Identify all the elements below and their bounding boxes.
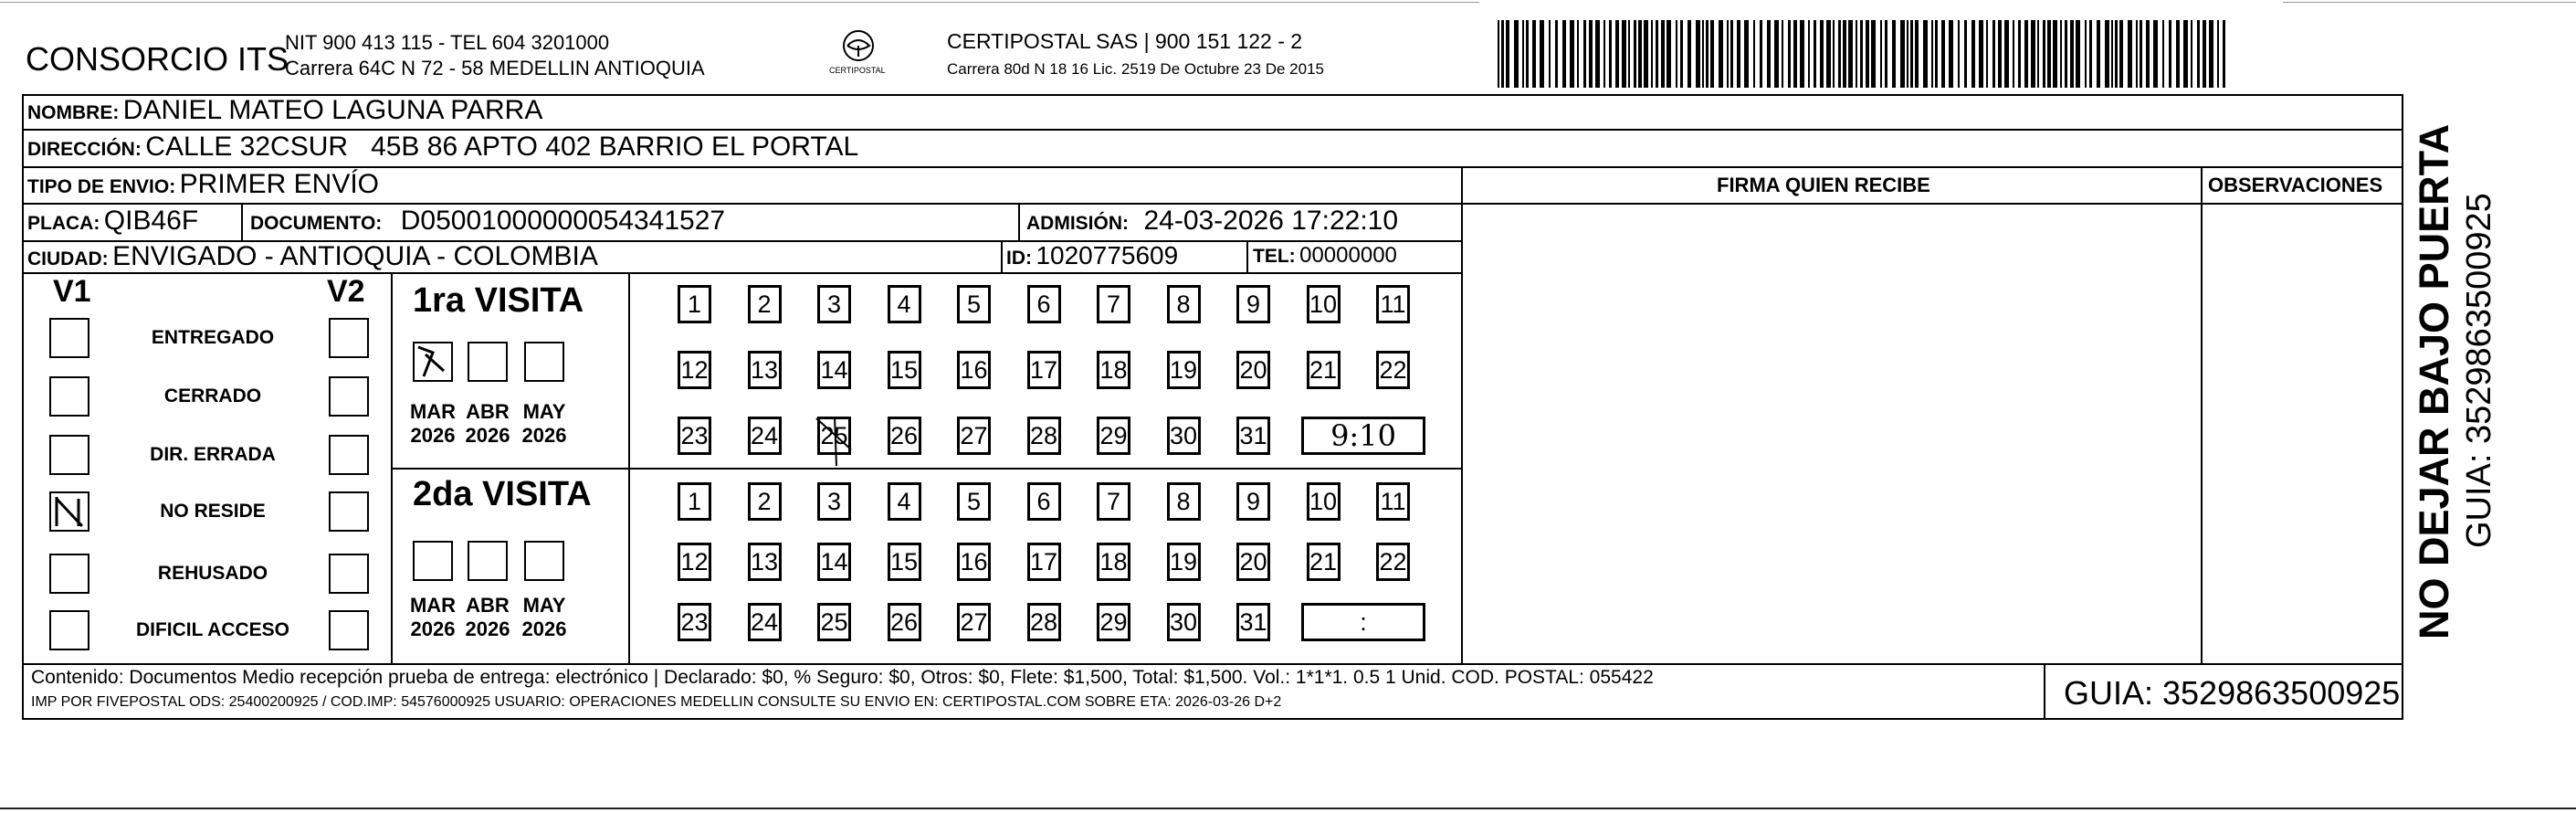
month-year: 2026: [465, 424, 510, 447]
carrier-line2: Carrera 80d N 18 16 Lic. 2519 De Octubre 23 De 2015: [947, 60, 1324, 78]
bottom-rule: [0, 808, 2576, 809]
admision-label: ADMISIÓN:: [1026, 213, 1129, 234]
v2-checkbox[interactable]: [329, 610, 369, 650]
day-box[interactable]: 15: [888, 543, 921, 581]
direccion-label: DIRECCIÓN:: [27, 139, 142, 160]
day-box[interactable]: 5: [957, 285, 991, 323]
day-box[interactable]: 11: [1376, 285, 1410, 323]
tipo-row: [27, 169, 379, 200]
month-checkbox[interactable]: [524, 541, 564, 581]
month-name: ABR: [466, 400, 510, 423]
documento-value: D05001000000054341527: [400, 206, 726, 236]
tel-row: [1253, 243, 1397, 269]
day-box[interactable]: 6: [1027, 285, 1061, 323]
v1-checkbox[interactable]: [49, 318, 89, 358]
month-year: 2026: [465, 618, 510, 640]
side-warning: NO DEJAR BAJO PUERTA: [2411, 123, 2457, 639]
footer-guia: GUIA: 3529863500925: [2064, 674, 2401, 712]
nombre-row: [27, 95, 542, 126]
tipo-value: PRIMER ENVÍO: [179, 169, 380, 199]
day-box[interactable]: 8: [1167, 482, 1201, 521]
admision-row: [1026, 206, 1398, 237]
status-label: DIR. ERRADA: [150, 444, 276, 465]
day-box[interactable]: 28: [1027, 603, 1061, 641]
carrier-line1: CERTIPOSTAL SAS | 900 151 122 - 2: [947, 29, 1303, 53]
sep-id: [1001, 240, 1003, 272]
v2-checkbox[interactable]: [329, 318, 369, 358]
month-year: 2026: [521, 618, 567, 640]
v1-checkbox[interactable]: [49, 376, 89, 417]
logo-text: CERTIPOSTAL: [829, 66, 886, 75]
company-line2: Carrera 64C N 72 - 58 MEDELLIN ANTIOQUIA: [285, 57, 705, 79]
v2-checkbox[interactable]: [329, 554, 369, 594]
row-line-footer: [22, 663, 2403, 665]
v2-checkbox[interactable]: [329, 491, 369, 532]
month-name: MAR: [409, 400, 457, 423]
day-box[interactable]: 23: [678, 417, 711, 455]
month-name: MAR: [409, 594, 457, 617]
day-box[interactable]: 25: [817, 417, 851, 455]
id-value: 1020775609: [1036, 241, 1179, 269]
month-year: 2026: [410, 424, 456, 447]
placa-value: QIB46F: [103, 206, 199, 236]
firma-label: FIRMA QUIEN RECIBE: [1717, 174, 1930, 196]
documento-row: [250, 206, 725, 237]
sep-footer-guia: [2044, 663, 2045, 720]
day-box[interactable]: 24: [748, 603, 782, 641]
v1-checkbox[interactable]: [49, 554, 89, 594]
row-line-3: [22, 203, 2403, 205]
sep-placa: [241, 203, 243, 240]
day-box[interactable]: 1: [678, 285, 711, 323]
day-box[interactable]: 29: [1097, 603, 1130, 641]
day-box[interactable]: 18: [1097, 351, 1130, 389]
direccion-value: CALLE 32CSUR 45B 86 APTO 402 BARRIO EL PORTAL: [145, 132, 859, 162]
day-box[interactable]: 9: [1236, 285, 1270, 323]
side-guia: GUIA: 3529863500925: [2460, 193, 2498, 548]
day-box[interactable]: 31: [1236, 603, 1270, 641]
second-visit-title: 2da VISITA: [413, 475, 592, 513]
day-box[interactable]: 14: [817, 351, 851, 389]
tel-label: TEL:: [1253, 246, 1296, 267]
nombre-value: DANIEL MATEO LAGUNA PARRA: [122, 95, 543, 125]
day-box[interactable]: 3: [817, 285, 851, 323]
day-box[interactable]: 9: [1236, 482, 1270, 521]
day-box[interactable]: 25: [817, 603, 851, 641]
company-line1: NIT 900 413 115 - TEL 604 3201000: [285, 31, 610, 54]
tel-value: 00000000: [1299, 243, 1397, 268]
day-box[interactable]: 1: [678, 482, 711, 521]
sep-tel: [1246, 240, 1248, 272]
visit-divider: [391, 468, 1461, 470]
placa-row: [27, 206, 198, 237]
ciudad-row: [27, 241, 598, 272]
v1-checkbox[interactable]: [49, 610, 89, 650]
status-label: NO RESIDE: [160, 501, 266, 522]
day-box[interactable]: 10: [1307, 482, 1341, 521]
month-year: 2026: [521, 424, 567, 447]
footer-line2: IMP POR FIVEPOSTAL ODS: 25400200925 / COD.IMP: 54576000925 USUARIO: OPERACIONES MEDELLIN CONSULTE SU ENVIO EN: CERTIPOSTAL.COM SOBRE ETA: 2026-03-26 D+2: [31, 694, 1282, 710]
day-box[interactable]: 11: [1376, 482, 1410, 521]
month-name: MAY: [522, 400, 566, 423]
day-box[interactable]: 21: [1307, 543, 1341, 581]
day-25-strike: [815, 413, 855, 468]
nombre-label: NOMBRE:: [27, 102, 120, 123]
day-box[interactable]: 17: [1027, 351, 1061, 389]
day-box[interactable]: 10: [1307, 285, 1341, 323]
day-box[interactable]: 13: [748, 351, 782, 389]
status-label: ENTREGADO: [151, 327, 275, 348]
day-box[interactable]: 4: [888, 285, 921, 323]
tipo-label: TIPO DE ENVIO:: [27, 176, 176, 197]
sep-firma: [1461, 166, 1463, 663]
row-line-1: [22, 129, 2403, 131]
day-box[interactable]: 19: [1167, 351, 1201, 389]
certipostal-logo: [822, 26, 895, 80]
status-label: REHUSADO: [157, 563, 268, 584]
ciudad-label: CIUDAD:: [27, 248, 109, 269]
day-box[interactable]: 7: [1097, 482, 1130, 521]
day-box[interactable]: 6: [1027, 482, 1061, 521]
footer-line1: Contenido: Documentos Medio recepción prueba de entrega: electrónico | Declarado: $0, % Seguro: $0, Otros: $0, Flete: $1,500, Total: $1,500. Vol.: 1*1*1. 0.5 1 Unid. COD. POSTAL: 055422: [31, 667, 1654, 688]
day-box[interactable]: 2: [748, 482, 782, 521]
month-checkbox[interactable]: [524, 342, 564, 382]
month-checkbox[interactable]: [468, 342, 508, 382]
day-box[interactable]: 27: [957, 603, 991, 641]
day-box[interactable]: 15: [888, 351, 921, 389]
status-label: CERRADO: [163, 385, 262, 406]
day-box[interactable]: 17: [1027, 543, 1061, 581]
day-box[interactable]: 30: [1167, 603, 1201, 641]
v2-header: V2: [327, 274, 365, 309]
month-year: 2026: [410, 618, 456, 640]
status-label: DIFICIL ACCESO: [135, 619, 289, 640]
ciudad-value: ENVIGADO - ANTIOQUIA - COLOMBIA: [112, 241, 598, 271]
day-box[interactable]: 30: [1167, 417, 1201, 455]
day-box[interactable]: 26: [888, 417, 921, 455]
day-box[interactable]: 8: [1167, 285, 1201, 323]
day-box[interactable]: 14: [817, 543, 851, 581]
day-box[interactable]: 21: [1307, 351, 1341, 389]
time-box[interactable]: 9:10: [1301, 417, 1425, 455]
sep-observaciones: [2201, 166, 2203, 663]
sep-admision: [1018, 203, 1020, 240]
v1-checkbox[interactable]: [49, 435, 89, 475]
month-name: MAY: [522, 594, 566, 617]
observaciones-label: OBSERVACIONES: [2208, 174, 2383, 196]
day-box[interactable]: 22: [1376, 543, 1410, 581]
month-name: ABR: [466, 594, 510, 617]
day-box[interactable]: 7: [1097, 285, 1130, 323]
label-frame: [22, 94, 2403, 720]
day-box[interactable]: 27: [957, 417, 991, 455]
day-box[interactable]: 12: [678, 351, 711, 389]
day-box[interactable]: 12: [678, 543, 711, 581]
time-box[interactable]: :: [1301, 603, 1425, 641]
day-box[interactable]: 20: [1236, 543, 1270, 581]
placa-label: PLACA:: [27, 213, 100, 234]
v1-checkbox[interactable]: [49, 491, 89, 532]
day-box[interactable]: 24: [748, 417, 782, 455]
day-box[interactable]: 16: [957, 351, 991, 389]
direccion-row: [27, 132, 858, 163]
documento-label: DOCUMENTO:: [250, 213, 383, 234]
day-box[interactable]: 22: [1376, 351, 1410, 389]
day-box[interactable]: 29: [1097, 417, 1130, 455]
day-box[interactable]: 16: [957, 543, 991, 581]
day-box[interactable]: 20: [1236, 351, 1270, 389]
month-checkbox[interactable]: [468, 541, 508, 581]
day-box[interactable]: 31: [1236, 417, 1270, 455]
top-rule-right: [2283, 2, 2576, 3]
day-box[interactable]: 13: [748, 543, 782, 581]
row-line-5: [22, 272, 1461, 274]
side-text-block: [2411, 110, 2520, 639]
day-box[interactable]: 2: [748, 285, 782, 323]
day-box[interactable]: 23: [678, 603, 711, 641]
day-box[interactable]: 26: [888, 603, 921, 641]
month-checkbox[interactable]: [413, 342, 453, 382]
id-label: ID:: [1006, 248, 1032, 269]
v2-checkbox[interactable]: [329, 376, 369, 417]
day-box[interactable]: 18: [1097, 543, 1130, 581]
first-visit-title: 1ra VISITA: [413, 281, 584, 320]
month-checkbox[interactable]: [413, 541, 453, 581]
barcode: [1498, 20, 2228, 88]
day-box[interactable]: 3: [817, 482, 851, 521]
company-name: CONSORCIO ITS: [26, 40, 289, 78]
day-box[interactable]: 4: [888, 482, 921, 521]
admision-value: 24-03-2026 17:22:10: [1143, 206, 1399, 236]
day-box[interactable]: 5: [957, 482, 991, 521]
v1-header: V1: [53, 274, 91, 309]
row-line-2: [22, 166, 2403, 168]
v2-checkbox[interactable]: [329, 435, 369, 475]
day-box[interactable]: 28: [1027, 417, 1061, 455]
top-rule-left: [0, 2, 1479, 3]
day-box[interactable]: 19: [1167, 543, 1201, 581]
id-row: [1006, 241, 1178, 270]
